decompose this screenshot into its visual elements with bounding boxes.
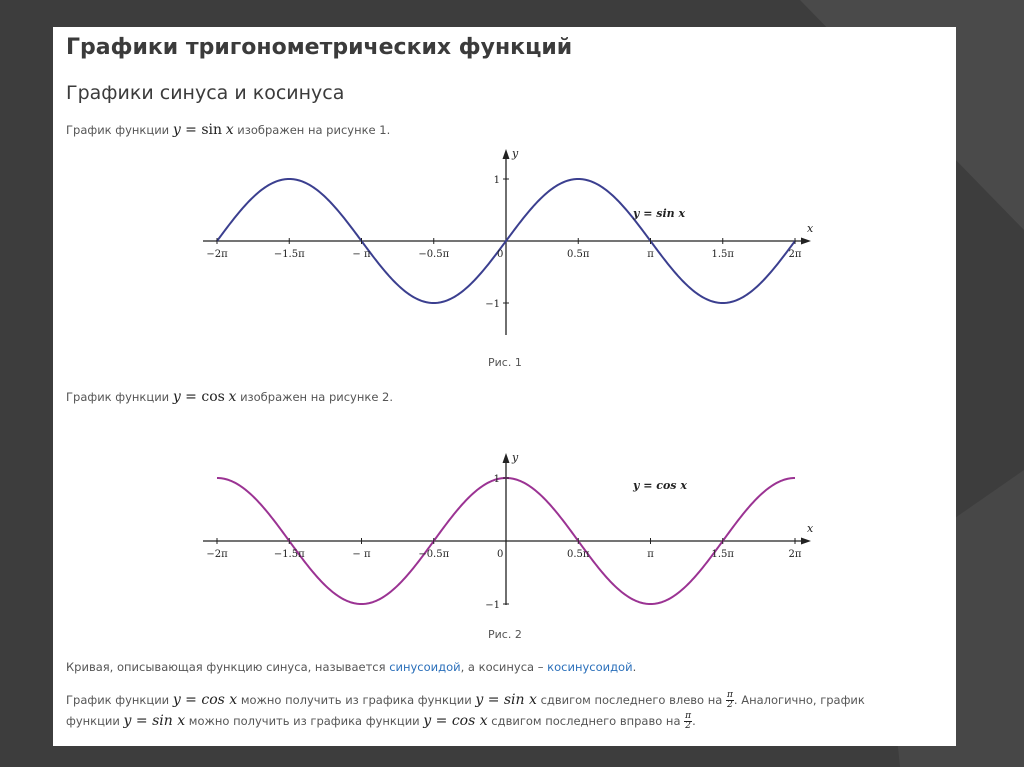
x-tick-label: 0 [497,549,504,560]
x-axis-arrow [801,538,811,545]
x-tick-label: − π [352,249,371,260]
figure-2-caption: Рис. 2 [488,628,522,641]
x-tick-label: −0.5π [418,249,450,260]
x-tick-label: 0 [497,249,504,260]
x-axis-label: x [807,522,814,535]
sine-chart [193,145,833,337]
x-tick-label: −0.5π [418,549,450,560]
shift-paragraph-line-1 [66,691,865,710]
pi-over-two-fraction [684,712,692,731]
formula-argument: x [225,122,234,138]
shift-text: сдвигом последнего вправо на [491,714,681,728]
formula-function: cos [201,389,225,405]
curve-text: , а косинуса – [460,660,548,674]
shift-paragraph-line-2 [66,712,696,731]
page-title: Графики тригонометрических функций [66,35,573,60]
cos-description [66,389,393,405]
x-axis-arrow [801,238,811,245]
sin-description [66,122,390,138]
formula-function: sin [201,122,223,138]
x-axis-label: x [807,222,814,235]
shift-text: График функции [66,693,170,707]
formula-cos: y = cos x [172,692,238,708]
document-page [53,27,956,746]
cosine-chart [193,419,833,609]
x-tick-label: 0.5π [567,249,590,260]
fraction-denominator: 2 [727,700,733,710]
fraction-numerator: π [685,711,692,721]
figure-1-caption: Рис. 1 [488,356,522,369]
pi-over-two-fraction [726,691,734,710]
shift-text: . [692,714,696,728]
curve-text: . [632,660,637,674]
curve-text: Кривая, описывающая функцию синуса, называется [66,660,390,674]
series-label: y = sin x [633,207,686,220]
formula-cos: y = cos x [423,713,488,729]
curve-names-paragraph [66,660,636,674]
sin-description-suffix: изображен на рисунке 1. [237,123,391,137]
x-tick-label: −2π [206,549,228,560]
x-tick-label: 2π [788,549,802,560]
cosinusoid-link[interactable]: косинусоидой [547,660,633,674]
formula-argument: x [228,389,237,405]
formula-sin: y = sin x [475,692,537,708]
sin-description-prefix: График функции [66,123,170,137]
shift-text: функции [66,714,120,728]
cos-description-prefix: График функции [66,390,170,404]
x-tick-label: π [647,549,654,560]
x-tick-label: −1.5π [273,249,305,260]
formula-equals: = [180,389,202,405]
fraction-numerator: π [726,690,733,700]
x-tick-label: 1.5π [711,249,734,260]
formula-variable: y [172,122,181,138]
x-tick-label: − π [352,549,371,560]
x-tick-label: 0.5π [567,549,590,560]
y-tick-label: 1 [493,175,500,186]
shift-text: сдвигом последнего влево на [540,693,723,707]
cos-description-suffix: изображен на рисунке 2. [240,390,394,404]
y-axis-label: y [512,147,519,160]
x-tick-label: −2π [206,249,228,260]
section-title: Графики синуса и косинуса [66,82,345,104]
y-axis-arrow [503,453,510,463]
sinusoid-link[interactable]: синусоидой [389,660,461,674]
x-tick-label: π [647,249,654,260]
y-axis-arrow [503,149,510,159]
x-tick-label: 2π [788,249,802,260]
series-label: y = cos x [633,479,687,492]
formula-variable: y [172,389,181,405]
shift-text: . Аналогично, график [733,693,865,707]
shift-text: можно получить из графика функции [188,714,420,728]
y-tick-label: 1 [493,474,500,485]
y-tick-label: −1 [485,600,500,609]
formula-sin: y = sin x [123,713,186,729]
y-tick-label: −1 [485,299,500,310]
formula-equals: = [180,122,202,138]
x-tick-label: 1.5π [711,549,734,560]
y-axis-label: y [512,451,519,464]
x-tick-label: −1.5π [273,549,305,560]
shift-text: можно получить из графика функции [240,693,472,707]
fraction-denominator: 2 [685,721,691,731]
